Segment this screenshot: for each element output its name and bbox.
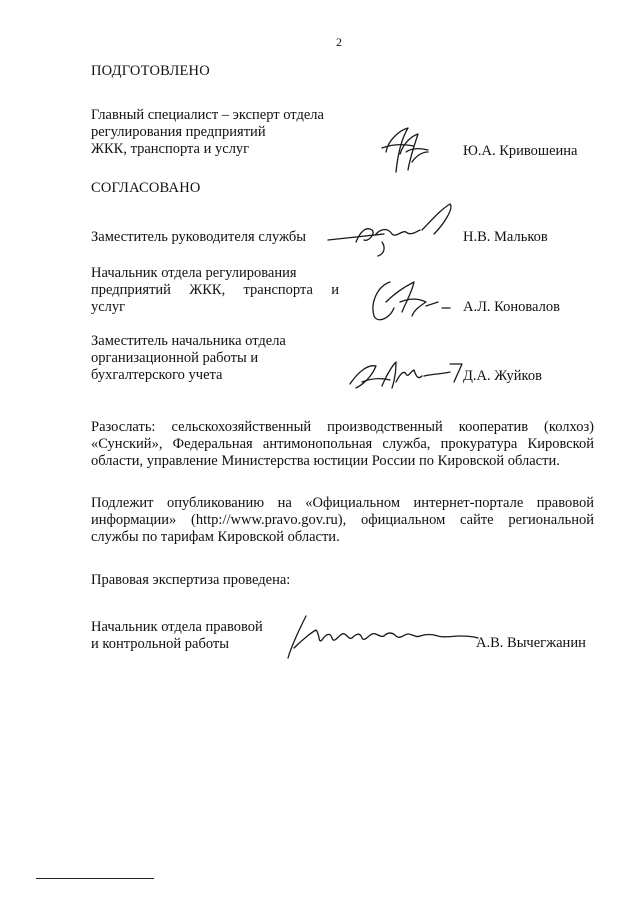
- agreed-signer-3-role: [91, 333, 351, 384]
- distribution-paragraph: Разослать: сельскохозяйственный производственный кооператив (колхоз) «Сунский», Федеральная антимонопольная служба, прокуратура Кировской области, управление Министерства юстиции России по Кировской области.: [91, 419, 594, 469]
- agreed-signer-3-name: Д.А. Жуйков: [463, 368, 542, 384]
- signature-vychegzhanin: [280, 610, 480, 664]
- role-line: Начальник отдела правовой: [91, 619, 263, 635]
- agreed-signer-1-role: [91, 229, 351, 246]
- role-line: Начальник отдела регулирования: [91, 265, 297, 281]
- role-line: организационной работы и: [91, 350, 259, 366]
- page-number: 2: [336, 35, 342, 49]
- signature-malkov: [326, 200, 466, 260]
- legal-review-note: Правовая экспертиза проведена:: [91, 572, 291, 588]
- role-line: Заместитель начальника отдела: [91, 333, 286, 349]
- role-line: услуг: [91, 299, 126, 315]
- role-line: бухгалтерского учета: [91, 367, 223, 383]
- prepared-heading: ПОДГОТОВЛЕНО: [91, 63, 210, 79]
- agreed-signer-1-name: Н.В. Мальков: [463, 229, 548, 245]
- agreed-heading: СОГЛАСОВАНО: [91, 180, 201, 196]
- role-line: предприятий ЖКК, транспорта и: [91, 282, 339, 298]
- signature-zhuykov: [346, 352, 466, 394]
- role-line: Заместитель руководителя службы: [91, 229, 307, 245]
- role-line: и контрольной работы: [91, 636, 229, 652]
- role-line: ЖКК, транспорта и услуг: [91, 141, 250, 157]
- role-line: Главный специалист – эксперт отдела: [91, 107, 324, 123]
- signature-krivosheina: [378, 122, 438, 180]
- agreed-signer-2-role: [91, 265, 339, 316]
- role-line: регулирования предприятий: [91, 124, 266, 140]
- footnote-divider: [36, 878, 154, 879]
- prepared-role: [91, 107, 351, 158]
- prepared-name: Ю.А. Кривошеина: [463, 143, 578, 159]
- agreed-signer-2-name: А.Л. Коновалов: [463, 299, 560, 315]
- publication-paragraph: Подлежит опубликованию на «Официальном интернет-портале правовой информации» (http://www.pravo.gov.ru), официальном сайте региональной службы по тарифам Кировской области.: [91, 495, 594, 545]
- legal-review-name: А.В. Вычегжанин: [476, 635, 586, 651]
- signature-konovalov: [366, 272, 456, 328]
